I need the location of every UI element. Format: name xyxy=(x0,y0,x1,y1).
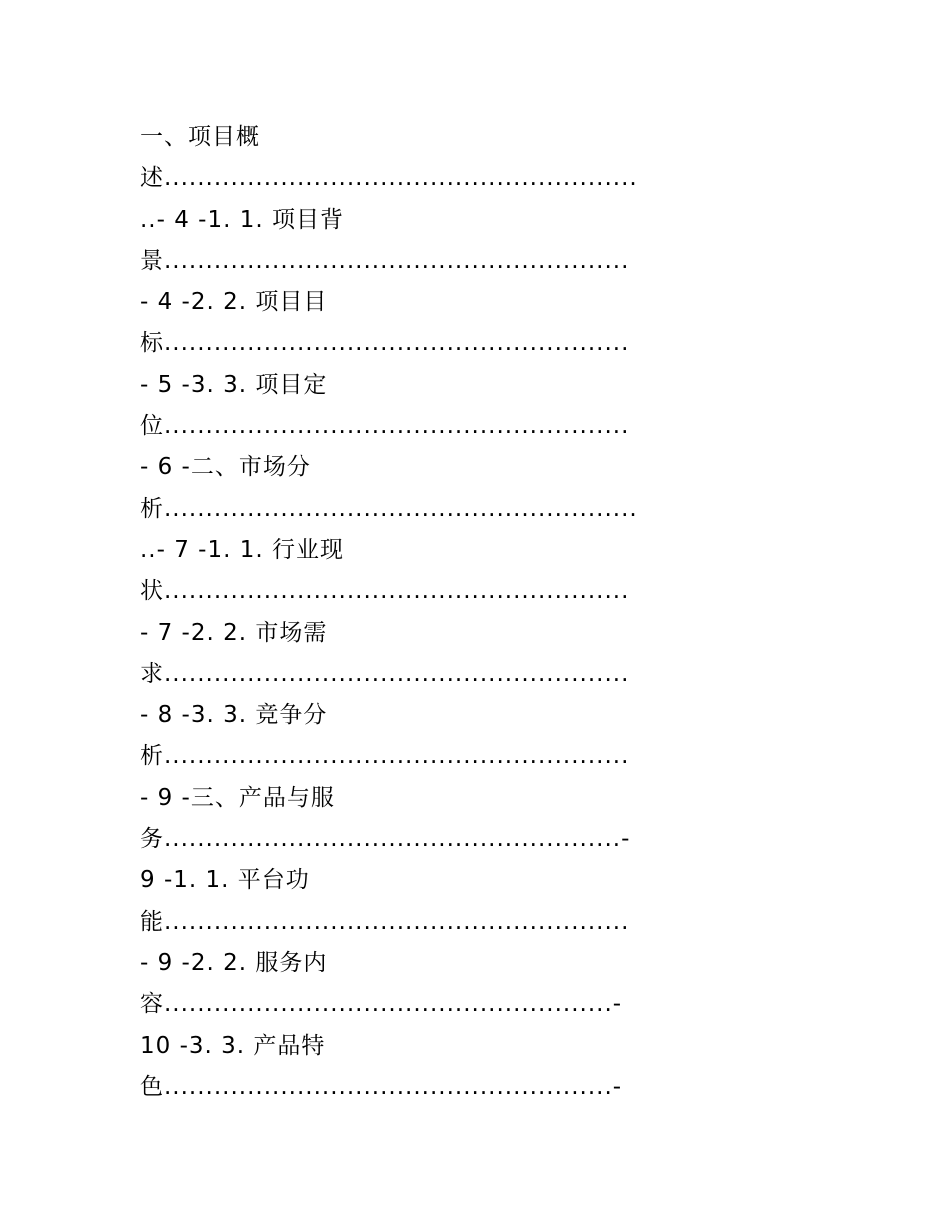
toc-line: 求........................................................ xyxy=(140,660,630,687)
toc-line: - 9 -2. 2. 服务内 xyxy=(140,949,328,976)
toc-line: 析........................................................ xyxy=(140,743,630,770)
toc-line: 景........................................................ xyxy=(140,247,630,274)
toc-line: 10 -3. 3. 产品特 xyxy=(140,1032,326,1059)
toc-line: 状........................................................ xyxy=(140,578,630,605)
toc-line: 析......................................................... xyxy=(140,495,638,522)
toc-line: 务.......................................................- xyxy=(140,826,631,853)
toc-line: - 5 -3. 3. 项目定 xyxy=(140,371,328,398)
toc-line: ..- 7 -1. 1. 行业现 xyxy=(140,536,344,563)
toc-line: 标........................................................ xyxy=(140,330,630,357)
toc-line: 容......................................................- xyxy=(140,991,623,1018)
toc-line: - 8 -3. 3. 竞争分 xyxy=(140,702,328,729)
toc-line: 一、项目概 xyxy=(140,124,260,150)
table-of-contents xyxy=(140,117,820,1108)
toc-line: - 6 -二、市场分 xyxy=(140,454,311,481)
toc-line: 色......................................................- xyxy=(140,1073,623,1100)
toc-line: 位........................................................ xyxy=(140,413,630,440)
toc-line: - 9 -三、产品与服 xyxy=(140,784,335,811)
toc-line: 能........................................................ xyxy=(140,908,630,935)
toc-line: 述......................................................... xyxy=(140,165,638,192)
toc-line: 9 -1. 1. 平台功 xyxy=(140,867,310,894)
toc-line: ..- 4 -1. 1. 项目背 xyxy=(140,206,344,233)
toc-line: - 7 -2. 2. 市场需 xyxy=(140,619,328,646)
toc-line: - 4 -2. 2. 项目目 xyxy=(140,289,328,316)
